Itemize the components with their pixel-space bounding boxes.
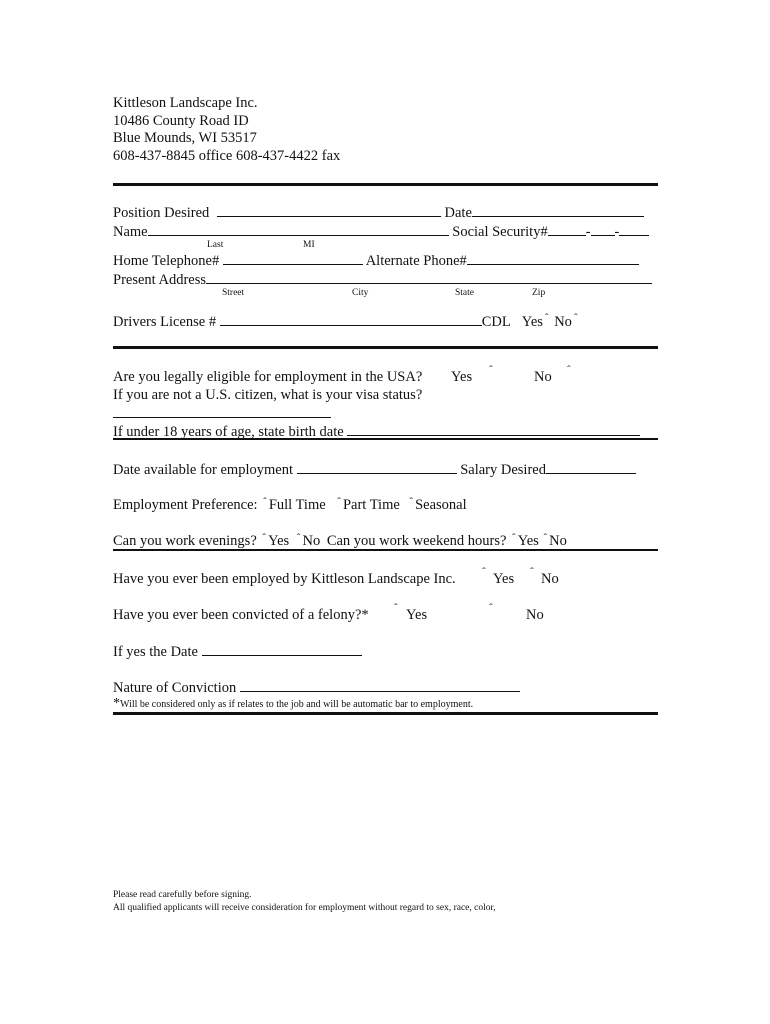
home-telephone-label: Home Telephone# [113,253,220,269]
salary-desired-field[interactable] [546,460,636,474]
availability-row [113,460,636,479]
weekend-yes-checkbox[interactable]: ˆ [512,532,516,544]
evenings-yes-label: Yes [268,533,290,549]
weekend-question: Can you work weekend hours? [326,533,507,549]
alternate-phone-field[interactable] [467,251,639,265]
company-phones: 608-437-8845 office 608-437-4422 fax [113,148,341,164]
full-time-checkbox[interactable]: ˆ [263,496,267,508]
divider [113,712,658,715]
footnote-text: Will be considered only as if relates to the job and will be automatic bar to employment. [120,699,474,710]
divider [113,549,658,551]
position-desired-label: Position Desired [113,205,210,221]
ssn-part2-field[interactable] [591,222,615,236]
ssn-part3-field[interactable] [619,222,649,236]
date-available-field[interactable] [297,460,457,474]
name-sub-mi: MI [303,240,315,250]
evenings-no-checkbox[interactable]: ˆ [296,532,301,544]
ssn-separator: - [614,224,620,240]
salary-desired-label: Salary Desired [460,462,546,478]
felony-yes-checkbox[interactable]: ˆ [394,602,398,614]
addr-sub-city: City [352,288,369,298]
company-address-line1: 10486 County Road ID [113,113,249,129]
felony-question: Have you ever been convicted of a felony?* [113,607,369,623]
employed-before-question: Have you ever been employed by Kittleson Landscape Inc. [113,571,456,587]
footnote [113,697,473,712]
date-label: Date [444,205,472,221]
drivers-license-field[interactable] [220,312,482,326]
felony-no-label: No [526,607,544,623]
work-hours-row [113,532,567,550]
eligibility-yes-label: Yes [451,369,473,385]
cdl-yes-checkbox[interactable]: ˆ [544,312,549,324]
drivers-license-row [113,312,580,331]
weekend-no-label: No [549,533,567,549]
cdl-label: CDL [481,314,511,330]
full-time-label: Full Time [268,497,326,513]
name-field[interactable] [148,222,449,236]
nature-label: Nature of Conviction [113,680,237,696]
phone-row [113,251,639,270]
employed-no-label: No [541,571,559,587]
divider [113,183,658,186]
cdl-yes-label: Yes [521,314,543,330]
home-telephone-field[interactable] [223,251,363,265]
felony-no-checkbox[interactable]: ˆ [489,602,493,614]
footnote-mark: * [113,696,120,711]
date-available-label: Date available for employment [113,462,293,478]
if-yes-date-label: If yes the Date [113,644,198,660]
date-field[interactable] [472,203,644,217]
seasonal-checkbox[interactable]: ˆ [409,496,414,508]
conviction-date-field[interactable] [202,642,362,656]
nature-field[interactable] [240,678,520,692]
cdl-no-label: No [554,314,572,330]
eligibility-yes-checkbox[interactable]: ˆ [489,364,493,376]
evenings-yes-checkbox[interactable]: ˆ [262,532,267,544]
position-desired-row [113,203,644,222]
addr-sub-zip: Zip [532,288,546,298]
divider [113,346,658,349]
felony-yes-label: Yes [406,607,428,623]
present-address-field[interactable] [206,270,652,284]
addr-sub-state: State [455,288,474,298]
footer-line2: All qualified applicants will receive consideration for employment without regard to sex, race, color, [113,903,496,913]
address-row [113,270,652,289]
seasonal-label: Seasonal [415,497,467,513]
visa-question: If you are not a U.S. citizen, what is your visa status? [113,387,423,403]
weekend-no-checkbox[interactable]: ˆ [543,532,548,544]
company-name: Kittleson Landscape Inc. [113,95,258,111]
company-address-line2: Blue Mounds, WI 53517 [113,130,257,146]
employed-no-checkbox[interactable]: ˆ [530,566,534,578]
preference-label: Employment Preference: [113,497,258,513]
ssn-separator: - [585,224,591,240]
employed-yes-label: Yes [493,571,515,587]
nature-row [113,678,520,697]
evenings-question: Can you work evenings? [113,533,257,549]
position-desired-field[interactable] [217,203,441,217]
name-row [113,222,649,241]
footer-line1: Please read carefully before signing. [113,890,252,900]
name-sub-last: Last [207,240,224,250]
addr-sub-street: Street [222,288,245,298]
employed-yes-checkbox[interactable]: ˆ [482,566,486,578]
ssn-part1-field[interactable] [548,222,586,236]
evenings-no-label: No [302,533,321,549]
social-security-label: Social Security# [452,224,548,240]
employment-preference-row [113,496,467,514]
alternate-phone-label: Alternate Phone# [365,253,467,269]
weekend-yes-label: Yes [517,533,539,549]
eligibility-no-label: No [534,369,552,385]
if-yes-date-row [113,642,362,661]
name-label: Name [113,224,148,240]
part-time-checkbox[interactable]: ˆ [337,496,341,508]
present-address-label: Present Address [113,272,207,288]
visa-status-field[interactable] [113,417,331,418]
eligibility-question: Are you legally eligible for employment in the USA? [113,369,423,385]
eligibility-no-checkbox[interactable]: ˆ [567,364,571,376]
birth-date-field[interactable] [347,422,640,436]
cdl-no-checkbox[interactable]: ˆ [573,312,578,324]
drivers-license-label: Drivers License # [113,314,217,330]
divider [113,438,658,440]
under18-label: If under 18 years of age, state birth date [113,424,344,440]
part-time-label: Part Time [342,497,400,513]
